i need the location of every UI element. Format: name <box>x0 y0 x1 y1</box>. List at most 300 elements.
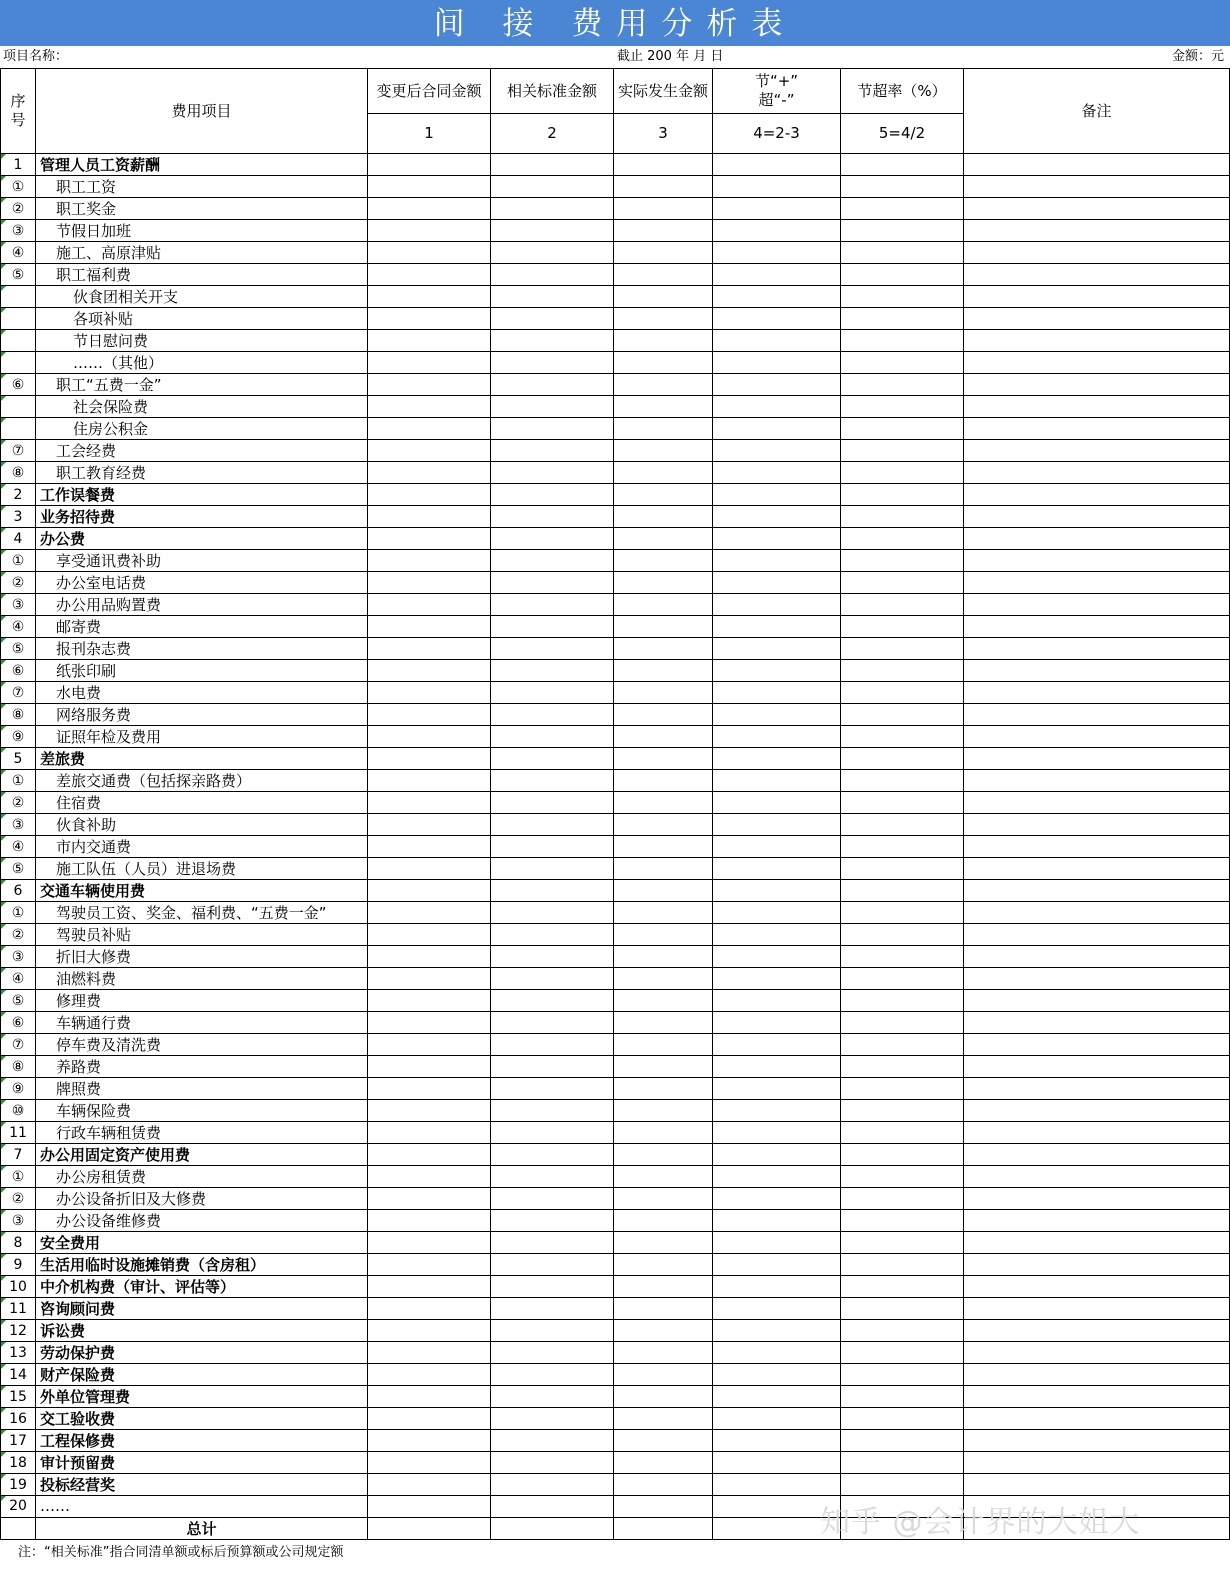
value-cell[interactable] <box>368 1188 491 1210</box>
value-cell[interactable] <box>713 660 841 682</box>
value-cell[interactable] <box>841 286 964 308</box>
value-cell[interactable] <box>614 594 713 616</box>
value-cell[interactable] <box>713 418 841 440</box>
value-cell[interactable] <box>491 726 614 748</box>
value-cell[interactable] <box>713 836 841 858</box>
value-cell[interactable] <box>368 1364 491 1386</box>
value-cell[interactable] <box>841 330 964 352</box>
value-cell[interactable] <box>368 352 491 374</box>
value-cell[interactable] <box>841 550 964 572</box>
value-cell[interactable] <box>614 176 713 198</box>
value-cell[interactable] <box>713 1122 841 1144</box>
value-cell[interactable] <box>614 946 713 968</box>
value-cell[interactable] <box>491 198 614 220</box>
value-cell[interactable] <box>614 726 713 748</box>
value-cell[interactable] <box>368 946 491 968</box>
value-cell[interactable] <box>491 242 614 264</box>
value-cell[interactable] <box>368 1232 491 1254</box>
value-cell[interactable] <box>368 1452 491 1474</box>
value-cell[interactable] <box>491 594 614 616</box>
value-cell[interactable] <box>491 352 614 374</box>
value-cell[interactable] <box>713 1408 841 1430</box>
value-cell[interactable] <box>841 660 964 682</box>
value-cell[interactable] <box>368 154 491 176</box>
value-cell[interactable] <box>614 1496 713 1518</box>
value-cell[interactable] <box>841 352 964 374</box>
value-cell[interactable] <box>614 506 713 528</box>
value-cell[interactable] <box>491 968 614 990</box>
value-cell[interactable] <box>964 968 1230 990</box>
value-cell[interactable] <box>964 242 1230 264</box>
value-cell[interactable] <box>614 1474 713 1496</box>
value-cell[interactable] <box>368 572 491 594</box>
value-cell[interactable] <box>713 616 841 638</box>
value-cell[interactable] <box>614 286 713 308</box>
value-cell[interactable] <box>368 1100 491 1122</box>
value-cell[interactable] <box>964 1056 1230 1078</box>
value-cell[interactable] <box>368 1012 491 1034</box>
value-cell[interactable] <box>713 1012 841 1034</box>
value-cell[interactable] <box>964 176 1230 198</box>
value-cell[interactable] <box>964 1364 1230 1386</box>
value-cell[interactable] <box>614 242 713 264</box>
value-cell[interactable] <box>491 1320 614 1342</box>
value-cell[interactable] <box>491 1386 614 1408</box>
value-cell[interactable] <box>841 1320 964 1342</box>
value-cell[interactable] <box>964 308 1230 330</box>
value-cell[interactable] <box>964 814 1230 836</box>
value-cell[interactable] <box>368 792 491 814</box>
value-cell[interactable] <box>841 528 964 550</box>
value-cell[interactable] <box>368 858 491 880</box>
value-cell[interactable] <box>614 396 713 418</box>
value-cell[interactable] <box>713 880 841 902</box>
value-cell[interactable] <box>614 308 713 330</box>
value-cell[interactable] <box>713 1166 841 1188</box>
value-cell[interactable] <box>964 924 1230 946</box>
value-cell[interactable] <box>841 418 964 440</box>
value-cell[interactable] <box>368 748 491 770</box>
value-cell[interactable] <box>491 946 614 968</box>
value-cell[interactable] <box>964 770 1230 792</box>
total-cell[interactable] <box>368 1517 491 1539</box>
value-cell[interactable] <box>368 528 491 550</box>
value-cell[interactable] <box>614 1034 713 1056</box>
value-cell[interactable] <box>964 858 1230 880</box>
value-cell[interactable] <box>713 506 841 528</box>
value-cell[interactable] <box>841 968 964 990</box>
value-cell[interactable] <box>964 682 1230 704</box>
value-cell[interactable] <box>368 968 491 990</box>
value-cell[interactable] <box>614 220 713 242</box>
value-cell[interactable] <box>614 836 713 858</box>
value-cell[interactable] <box>368 616 491 638</box>
value-cell[interactable] <box>964 352 1230 374</box>
value-cell[interactable] <box>614 682 713 704</box>
value-cell[interactable] <box>841 836 964 858</box>
value-cell[interactable] <box>491 1474 614 1496</box>
value-cell[interactable] <box>491 1056 614 1078</box>
value-cell[interactable] <box>713 924 841 946</box>
value-cell[interactable] <box>614 1364 713 1386</box>
value-cell[interactable] <box>841 264 964 286</box>
value-cell[interactable] <box>964 1034 1230 1056</box>
value-cell[interactable] <box>491 748 614 770</box>
value-cell[interactable] <box>964 748 1230 770</box>
value-cell[interactable] <box>491 1496 614 1518</box>
value-cell[interactable] <box>841 748 964 770</box>
value-cell[interactable] <box>964 616 1230 638</box>
value-cell[interactable] <box>841 1408 964 1430</box>
value-cell[interactable] <box>841 814 964 836</box>
value-cell[interactable] <box>713 1298 841 1320</box>
value-cell[interactable] <box>491 1034 614 1056</box>
value-cell[interactable] <box>614 1210 713 1232</box>
value-cell[interactable] <box>713 1452 841 1474</box>
value-cell[interactable] <box>713 1320 841 1342</box>
value-cell[interactable] <box>713 242 841 264</box>
value-cell[interactable] <box>368 1474 491 1496</box>
value-cell[interactable] <box>713 704 841 726</box>
value-cell[interactable] <box>614 1122 713 1144</box>
value-cell[interactable] <box>368 836 491 858</box>
value-cell[interactable] <box>964 462 1230 484</box>
value-cell[interactable] <box>713 1078 841 1100</box>
value-cell[interactable] <box>841 770 964 792</box>
value-cell[interactable] <box>491 1232 614 1254</box>
value-cell[interactable] <box>368 418 491 440</box>
value-cell[interactable] <box>964 638 1230 660</box>
value-cell[interactable] <box>964 792 1230 814</box>
value-cell[interactable] <box>491 1364 614 1386</box>
value-cell[interactable] <box>368 176 491 198</box>
value-cell[interactable] <box>614 1430 713 1452</box>
value-cell[interactable] <box>964 1166 1230 1188</box>
total-cell[interactable] <box>614 1517 713 1539</box>
value-cell[interactable] <box>713 792 841 814</box>
value-cell[interactable] <box>491 990 614 1012</box>
value-cell[interactable] <box>964 1078 1230 1100</box>
value-cell[interactable] <box>713 594 841 616</box>
value-cell[interactable] <box>614 1188 713 1210</box>
value-cell[interactable] <box>614 330 713 352</box>
value-cell[interactable] <box>841 858 964 880</box>
value-cell[interactable] <box>368 1144 491 1166</box>
value-cell[interactable] <box>491 1452 614 1474</box>
value-cell[interactable] <box>964 1254 1230 1276</box>
value-cell[interactable] <box>841 1342 964 1364</box>
value-cell[interactable] <box>964 330 1230 352</box>
value-cell[interactable] <box>841 1144 964 1166</box>
value-cell[interactable] <box>491 308 614 330</box>
value-cell[interactable] <box>368 1342 491 1364</box>
value-cell[interactable] <box>614 990 713 1012</box>
value-cell[interactable] <box>713 1364 841 1386</box>
value-cell[interactable] <box>964 286 1230 308</box>
value-cell[interactable] <box>368 308 491 330</box>
value-cell[interactable] <box>368 726 491 748</box>
value-cell[interactable] <box>713 990 841 1012</box>
value-cell[interactable] <box>841 484 964 506</box>
value-cell[interactable] <box>614 858 713 880</box>
value-cell[interactable] <box>713 330 841 352</box>
value-cell[interactable] <box>964 946 1230 968</box>
value-cell[interactable] <box>713 1386 841 1408</box>
value-cell[interactable] <box>368 1166 491 1188</box>
value-cell[interactable] <box>841 440 964 462</box>
value-cell[interactable] <box>614 352 713 374</box>
value-cell[interactable] <box>491 572 614 594</box>
value-cell[interactable] <box>841 792 964 814</box>
value-cell[interactable] <box>964 396 1230 418</box>
value-cell[interactable] <box>614 792 713 814</box>
value-cell[interactable] <box>713 902 841 924</box>
value-cell[interactable] <box>713 352 841 374</box>
value-cell[interactable] <box>841 198 964 220</box>
value-cell[interactable] <box>614 748 713 770</box>
value-cell[interactable] <box>713 462 841 484</box>
value-cell[interactable] <box>614 440 713 462</box>
value-cell[interactable] <box>491 792 614 814</box>
value-cell[interactable] <box>368 1056 491 1078</box>
value-cell[interactable] <box>614 1100 713 1122</box>
value-cell[interactable] <box>841 990 964 1012</box>
value-cell[interactable] <box>368 638 491 660</box>
value-cell[interactable] <box>964 594 1230 616</box>
value-cell[interactable] <box>368 770 491 792</box>
value-cell[interactable] <box>491 1166 614 1188</box>
value-cell[interactable] <box>713 1430 841 1452</box>
value-cell[interactable] <box>368 1298 491 1320</box>
value-cell[interactable] <box>964 704 1230 726</box>
value-cell[interactable] <box>491 176 614 198</box>
value-cell[interactable] <box>614 550 713 572</box>
value-cell[interactable] <box>368 198 491 220</box>
value-cell[interactable] <box>368 242 491 264</box>
value-cell[interactable] <box>841 1188 964 1210</box>
value-cell[interactable] <box>841 396 964 418</box>
value-cell[interactable] <box>713 550 841 572</box>
value-cell[interactable] <box>713 726 841 748</box>
value-cell[interactable] <box>491 330 614 352</box>
value-cell[interactable] <box>491 1122 614 1144</box>
value-cell[interactable] <box>841 1254 964 1276</box>
value-cell[interactable] <box>614 660 713 682</box>
value-cell[interactable] <box>491 704 614 726</box>
value-cell[interactable] <box>964 418 1230 440</box>
value-cell[interactable] <box>964 1342 1230 1364</box>
value-cell[interactable] <box>713 1276 841 1298</box>
value-cell[interactable] <box>713 1144 841 1166</box>
value-cell[interactable] <box>964 550 1230 572</box>
value-cell[interactable] <box>841 1452 964 1474</box>
value-cell[interactable] <box>841 1056 964 1078</box>
value-cell[interactable] <box>368 484 491 506</box>
value-cell[interactable] <box>491 1144 614 1166</box>
value-cell[interactable] <box>713 1100 841 1122</box>
value-cell[interactable] <box>841 946 964 968</box>
value-cell[interactable] <box>964 1012 1230 1034</box>
value-cell[interactable] <box>841 176 964 198</box>
value-cell[interactable] <box>964 726 1230 748</box>
value-cell[interactable] <box>964 1210 1230 1232</box>
value-cell[interactable] <box>368 594 491 616</box>
total-cell[interactable] <box>491 1517 614 1539</box>
value-cell[interactable] <box>491 836 614 858</box>
value-cell[interactable] <box>841 1078 964 1100</box>
value-cell[interactable] <box>491 462 614 484</box>
value-cell[interactable] <box>368 704 491 726</box>
value-cell[interactable] <box>713 1342 841 1364</box>
value-cell[interactable] <box>491 484 614 506</box>
value-cell[interactable] <box>713 396 841 418</box>
value-cell[interactable] <box>841 1474 964 1496</box>
value-cell[interactable] <box>614 880 713 902</box>
value-cell[interactable] <box>368 1408 491 1430</box>
value-cell[interactable] <box>841 1232 964 1254</box>
value-cell[interactable] <box>841 682 964 704</box>
value-cell[interactable] <box>713 946 841 968</box>
value-cell[interactable] <box>368 1034 491 1056</box>
value-cell[interactable] <box>368 1430 491 1452</box>
value-cell[interactable] <box>491 264 614 286</box>
value-cell[interactable] <box>964 1408 1230 1430</box>
value-cell[interactable] <box>841 1166 964 1188</box>
value-cell[interactable] <box>713 286 841 308</box>
value-cell[interactable] <box>841 308 964 330</box>
value-cell[interactable] <box>841 506 964 528</box>
value-cell[interactable] <box>841 638 964 660</box>
value-cell[interactable] <box>491 902 614 924</box>
value-cell[interactable] <box>491 1188 614 1210</box>
value-cell[interactable] <box>713 638 841 660</box>
value-cell[interactable] <box>368 506 491 528</box>
value-cell[interactable] <box>614 1056 713 1078</box>
value-cell[interactable] <box>713 814 841 836</box>
value-cell[interactable] <box>614 638 713 660</box>
value-cell[interactable] <box>841 154 964 176</box>
value-cell[interactable] <box>964 660 1230 682</box>
value-cell[interactable] <box>368 880 491 902</box>
value-cell[interactable] <box>964 1122 1230 1144</box>
value-cell[interactable] <box>841 572 964 594</box>
value-cell[interactable] <box>491 1210 614 1232</box>
value-cell[interactable] <box>491 660 614 682</box>
value-cell[interactable] <box>614 1232 713 1254</box>
value-cell[interactable] <box>713 858 841 880</box>
value-cell[interactable] <box>841 1210 964 1232</box>
value-cell[interactable] <box>713 374 841 396</box>
value-cell[interactable] <box>614 814 713 836</box>
value-cell[interactable] <box>713 1254 841 1276</box>
value-cell[interactable] <box>614 1012 713 1034</box>
value-cell[interactable] <box>964 1298 1230 1320</box>
value-cell[interactable] <box>491 1100 614 1122</box>
value-cell[interactable] <box>614 902 713 924</box>
value-cell[interactable] <box>841 880 964 902</box>
value-cell[interactable] <box>491 506 614 528</box>
value-cell[interactable] <box>491 638 614 660</box>
value-cell[interactable] <box>713 770 841 792</box>
value-cell[interactable] <box>368 902 491 924</box>
value-cell[interactable] <box>491 550 614 572</box>
value-cell[interactable] <box>964 374 1230 396</box>
value-cell[interactable] <box>713 682 841 704</box>
value-cell[interactable] <box>491 396 614 418</box>
value-cell[interactable] <box>614 418 713 440</box>
value-cell[interactable] <box>964 1100 1230 1122</box>
value-cell[interactable] <box>614 616 713 638</box>
value-cell[interactable] <box>368 1254 491 1276</box>
value-cell[interactable] <box>368 374 491 396</box>
value-cell[interactable] <box>964 572 1230 594</box>
value-cell[interactable] <box>491 616 614 638</box>
value-cell[interactable] <box>964 484 1230 506</box>
value-cell[interactable] <box>713 176 841 198</box>
value-cell[interactable] <box>368 1496 491 1518</box>
value-cell[interactable] <box>368 682 491 704</box>
value-cell[interactable] <box>964 1276 1230 1298</box>
value-cell[interactable] <box>614 572 713 594</box>
value-cell[interactable] <box>491 924 614 946</box>
value-cell[interactable] <box>841 1012 964 1034</box>
value-cell[interactable] <box>368 264 491 286</box>
value-cell[interactable] <box>368 330 491 352</box>
value-cell[interactable] <box>614 374 713 396</box>
value-cell[interactable] <box>491 374 614 396</box>
value-cell[interactable] <box>491 1078 614 1100</box>
value-cell[interactable] <box>841 1430 964 1452</box>
value-cell[interactable] <box>964 1430 1230 1452</box>
value-cell[interactable] <box>614 1276 713 1298</box>
value-cell[interactable] <box>614 198 713 220</box>
value-cell[interactable] <box>964 506 1230 528</box>
value-cell[interactable] <box>368 1078 491 1100</box>
value-cell[interactable] <box>713 308 841 330</box>
value-cell[interactable] <box>964 880 1230 902</box>
value-cell[interactable] <box>368 1320 491 1342</box>
value-cell[interactable] <box>491 814 614 836</box>
value-cell[interactable] <box>491 1342 614 1364</box>
value-cell[interactable] <box>491 154 614 176</box>
value-cell[interactable] <box>964 990 1230 1012</box>
value-cell[interactable] <box>713 198 841 220</box>
value-cell[interactable] <box>491 1430 614 1452</box>
value-cell[interactable] <box>368 1210 491 1232</box>
value-cell[interactable] <box>368 440 491 462</box>
value-cell[interactable] <box>713 484 841 506</box>
value-cell[interactable] <box>841 1298 964 1320</box>
value-cell[interactable] <box>368 286 491 308</box>
value-cell[interactable] <box>964 220 1230 242</box>
value-cell[interactable] <box>614 1298 713 1320</box>
value-cell[interactable] <box>841 902 964 924</box>
value-cell[interactable] <box>368 220 491 242</box>
value-cell[interactable] <box>964 440 1230 462</box>
value-cell[interactable] <box>614 1386 713 1408</box>
value-cell[interactable] <box>713 528 841 550</box>
value-cell[interactable] <box>713 1474 841 1496</box>
value-cell[interactable] <box>841 220 964 242</box>
value-cell[interactable] <box>614 1320 713 1342</box>
value-cell[interactable] <box>491 770 614 792</box>
value-cell[interactable] <box>614 154 713 176</box>
value-cell[interactable] <box>614 968 713 990</box>
value-cell[interactable] <box>841 1386 964 1408</box>
value-cell[interactable] <box>614 1078 713 1100</box>
value-cell[interactable] <box>841 1122 964 1144</box>
value-cell[interactable] <box>841 704 964 726</box>
